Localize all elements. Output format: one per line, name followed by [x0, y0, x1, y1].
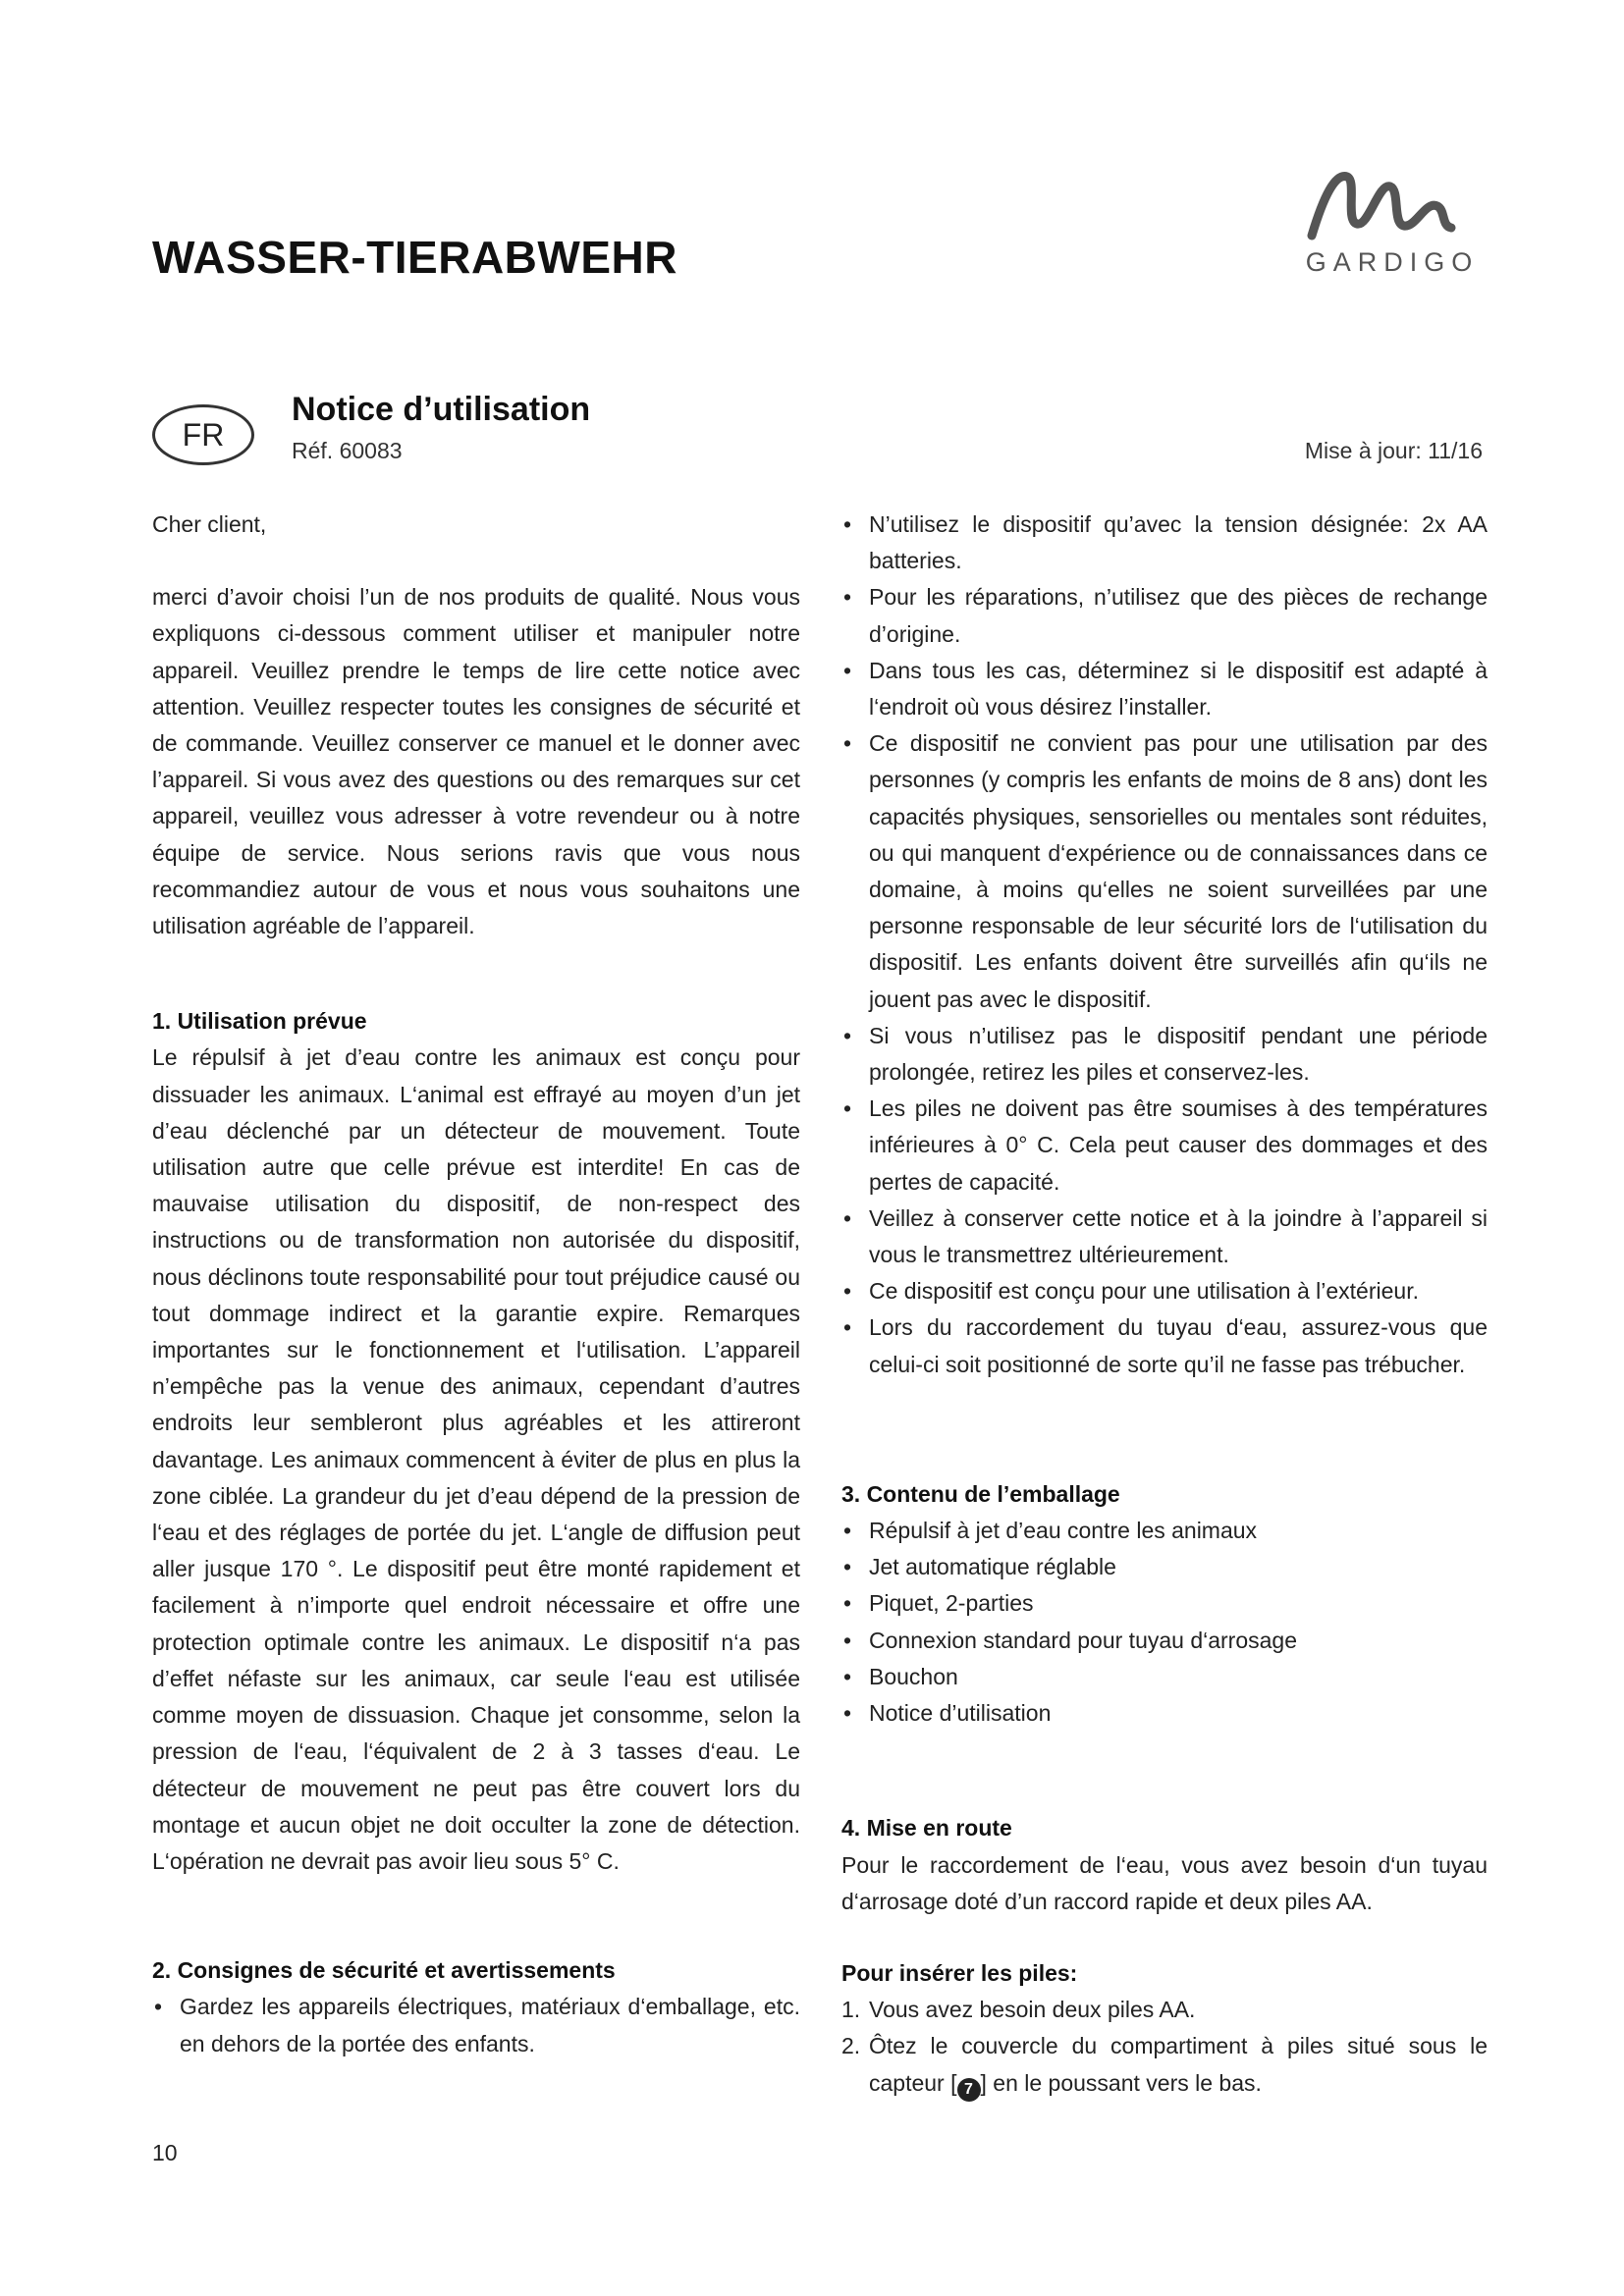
list-item: • Jet automatique réglable	[841, 1549, 1488, 1585]
list-item: • Ce dispositif est conçu pour une utilisation à l’extérieur.	[841, 1273, 1488, 1309]
step-number: 1.	[841, 1997, 861, 2023]
reference-number: Réf. 60083	[292, 438, 403, 463]
battery-steps	[841, 1992, 1488, 2102]
list-item: • Si vous n’utilisez pas le dispositif pendant une période prolongée, retirez les piles et conservez-les.	[841, 1018, 1488, 1091]
section-1-heading: 1. Utilisation prévue	[152, 1008, 367, 1035]
logo-text: GARDIGO	[1305, 247, 1480, 277]
wave-logo-icon	[1294, 167, 1490, 245]
step-text-after: ] en le poussant vers le bas.	[980, 2069, 1262, 2096]
list-item: • Piquet, 2-parties	[841, 1585, 1488, 1622]
list-item: • N’utilisez le dispositif qu’avec la tension désignée: 2x AA batteries.	[841, 507, 1488, 579]
right-column	[841, 507, 1488, 2102]
list-item: • Ce dispositif ne convient pas pour une utilisation par des personnes (y compris les enfants de moins de 8 ans) dont les capacités physiques, sensorielles ou mentales sont réduites, ou qui manquent d‘expérience ou de connaissances dans ce domaine, à moins qu‘elles ne soient surveillées par une personne responsable de leur sécurité lors de l‘utilisation du dispositif. Les enfants doivent être surveillés afin qu‘ils ne jouent pas avec le dispositif.	[841, 725, 1488, 1018]
step-text-before: Ôtez le couvercle du compartiment à piles situé sous le capteur [	[869, 2033, 1488, 2096]
step-text: Vous avez besoin deux piles AA.	[869, 1997, 1196, 2023]
greeting: Cher client,	[152, 511, 267, 537]
list-item: • Dans tous les cas, déterminez si le dispositif est adapté à l‘endroit où vous désirez l’installer.	[841, 653, 1488, 725]
section-1-text: Le répulsif à jet d’eau contre les animaux est conçu pour dissuader les animaux. L‘animal est effrayé au moyen d’un jet d’eau déclenché par un détecteur de mouvement. Toute utilisation autre que celle prévue est interdite! En cas de mauvaise utilisation du dispositif, de non-respect des instructions ou de transformation non autorisée du dispositif, nous déclinons toute responsabilité pour tout préjudice causé ou tout dommage indirect et la garantie expire. Remarques importantes sur le fonctionnement et l‘utilisation. L’appareil n’empêche pas la venue des animaux, cependant d’autres endroits leur sembleront plus agréables et les attireront davantage. Les animaux commencent à éviter de plus en plus la zone ciblée. La grandeur du jet d’eau dépend de la pression de l‘eau et des réglages de portée du jet. L‘angle de diffusion peut aller jusque 170 °. Le dispositif peut être monté rapidement et facilement à n’importe quel endroit nécessaire et offre une protection optimale contre les animaux. Le dispositif n‘a pas d’effet néfaste sur les animaux, car seule l‘eau est utilisée comme moyen de dissuasion. Chaque jet consomme, selon la pression de l‘eau, l‘équivalent de 2 à 3 tasses d‘eau. Le détecteur de mouvement ne peut pas être couvert lors du montage et aucun objet ne doit occulter la zone de détection. L‘opération ne devrait pas avoir lieu sous 5° C.	[152, 1044, 800, 1874]
list-item: • Répulsif à jet d’eau contre les animaux	[841, 1513, 1488, 1549]
section-2-heading: 2. Consignes de sécurité et avertissements	[152, 1957, 616, 1984]
list-item: • Connexion standard pour tuyau d‘arrosage	[841, 1623, 1488, 1659]
document-title: WASSER-TIERABWEHR	[152, 232, 677, 283]
page-number: 10	[152, 2140, 178, 2165]
step-number: 2.	[841, 2033, 861, 2059]
brand-logo	[1294, 167, 1490, 285]
section-4-heading: 4. Mise en route	[841, 1815, 1012, 1842]
list-item: • Lors du raccordement du tuyau d‘eau, assurez-vous que celui-ci soit positionné de sorte qu’il ne fasse pas trébucher.	[841, 1309, 1488, 1382]
step-item	[841, 2028, 1488, 2101]
list-item: • Veillez à conserver cette notice et à la joindre à l’appareil si vous le transmettrez ultérieurement.	[841, 1201, 1488, 1273]
safety-list-left	[152, 1989, 800, 2061]
battery-subheading: Pour insérer les piles:	[841, 1959, 1078, 1986]
list-item: • Pour les réparations, n’utilisez que des pièces de rechange d’origine.	[841, 579, 1488, 652]
sensor-number-badge: 7	[957, 2078, 981, 2102]
list-item: • Notice d’utilisation	[841, 1695, 1488, 1732]
update-date: Mise à jour: 11/16	[1304, 438, 1483, 463]
package-contents-list	[841, 1513, 1488, 1732]
step-item	[841, 1992, 1488, 2028]
section-3-heading: 3. Contenu de l’emballage	[841, 1480, 1120, 1507]
language-badge: FR	[152, 404, 254, 465]
section-4-text: Pour le raccordement de l‘eau, vous avez besoin d‘un tuyau d‘arrosage doté d’un raccord rapide et deux piles AA.	[841, 1851, 1488, 1914]
notice-title: Notice d’utilisation	[292, 391, 591, 428]
intro-paragraph: merci d’avoir choisi l’un de nos produits de qualité. Nous vous expliquons ci-dessous comment utiliser et manipuler notre appareil. Veuillez prendre le temps de lire cette notice avec attention. Veuillez respecter toutes les consignes de sécurité et de commande. Veuillez conserver ce manuel et le donner avec l’appareil. Si vous avez des questions ou des remarques sur cet appareil, veuillez vous adresser à votre revendeur ou à notre équipe de service. Nous serions ravis que vous nous recommandiez autour de vous et nous vous souhaitons une utilisation agréable de l’appareil.	[152, 584, 800, 939]
list-item: • Gardez les appareils électriques, matériaux d‘emballage, etc. en dehors de la portée des enfants.	[152, 1989, 800, 2061]
left-column	[152, 507, 800, 2062]
list-item: • Bouchon	[841, 1659, 1488, 1695]
safety-list-right	[841, 507, 1488, 1383]
list-item: • Les piles ne doivent pas être soumises à des températures inférieures à 0° C. Cela peut causer des dommages et des pertes de capacité.	[841, 1091, 1488, 1201]
